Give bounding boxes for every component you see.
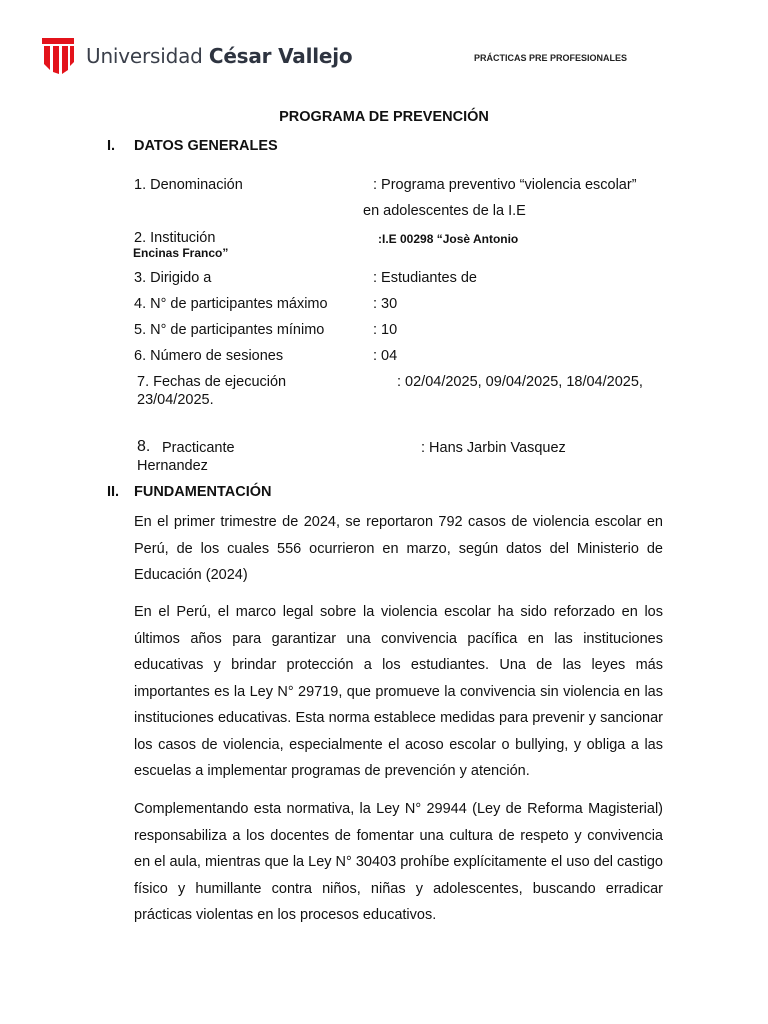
practicante-continuation: Hernandez [137,458,208,474]
institucion-continuation: Encinas Franco” [133,246,229,260]
sesiones-label: 6. Número de sesiones [134,348,284,364]
max-participants-label: 4. N° de participantes máximo [134,296,328,312]
practicante-label: Practicante [162,440,235,456]
university-name-regular: Universidad [86,44,203,68]
section2-heading: FUNDAMENTACIÓN [134,484,272,500]
fechas-label: 7. Fechas de ejecución [137,374,287,390]
paragraph-2: En el Perú, el marco legal sobre la violencia escolar ha sido reforzado en los últimos años para garantizar una convivencia pacífica en las instituciones educativas y brindar protección a los estudiantes. Una de las leyes más importantes es la Ley N° 29719, que promueve la convivencia sin violencia en las instituciones educativas. Esta norma establece medidas para prevenir y sancionar los casos de violencia, especialmente el acoso escolar o bullying, y obliga a las escuelas a implementar programas de prevención y atención. [134,604,663,779]
section1-heading: DATOS GENERALES [134,138,278,154]
paragraph-3: Complementando esta normativa, la Ley N° 29944 (Ley de Reforma Magisterial) responsabiliza a los docentes de fomentar una cultura de respeto y convivencia en el aula, mientras que la Ley N° 30403 prohíbe explícitamente el uso del castigo físico y humillante contra niños, niñas y adolescentes, buscando erradicar prácticas violentas en los procesos educativos. [134,801,663,923]
dirigido-label: 3. Dirigido a [134,270,212,286]
dirigido-value: : Estudiantes de [373,270,477,286]
document-title: PROGRAMA DE PREVENCIÓN [279,109,489,125]
institucion-value: :I.E 00298 “Josè Antonio [378,232,519,246]
university-shield-icon [40,36,76,76]
section2-numeral: II. [107,484,120,500]
denominacion-value: : Programa preventivo “violencia escolar” [373,177,637,193]
university-name [86,44,352,68]
fechas-continuation: 23/04/2025. [137,392,214,408]
min-participants-label: 5. N° de participantes mínimo [134,322,325,338]
sesiones-value: : 04 [373,348,398,364]
denominacion-continuation: en adolescentes de la I.E [363,203,526,219]
university-logo [40,36,352,76]
max-participants-value: : 30 [373,296,398,312]
university-name-bold: César Vallejo [208,44,353,68]
paragraph-1: En el primer trimestre de 2024, se reportaron 792 casos de violencia escolar en Perú, de los cuales 556 ocurrieron en marzo, según datos del Ministerio de Educación (2024) [134,514,663,583]
practicante-value: : Hans Jarbin Vasquez [421,440,566,456]
min-participants-value: : 10 [373,322,398,338]
practicante-number: 8. [137,438,151,455]
fechas-value: : 02/04/2025, 09/04/2025, 18/04/2025, [397,374,643,390]
denominacion-label: 1. Denominación [134,177,243,193]
header-right-label: PRÁCTICAS PRE PROFESIONALES [474,53,628,63]
section1-numeral: I. [107,138,116,154]
institucion-label: 2. Institución [134,230,216,246]
